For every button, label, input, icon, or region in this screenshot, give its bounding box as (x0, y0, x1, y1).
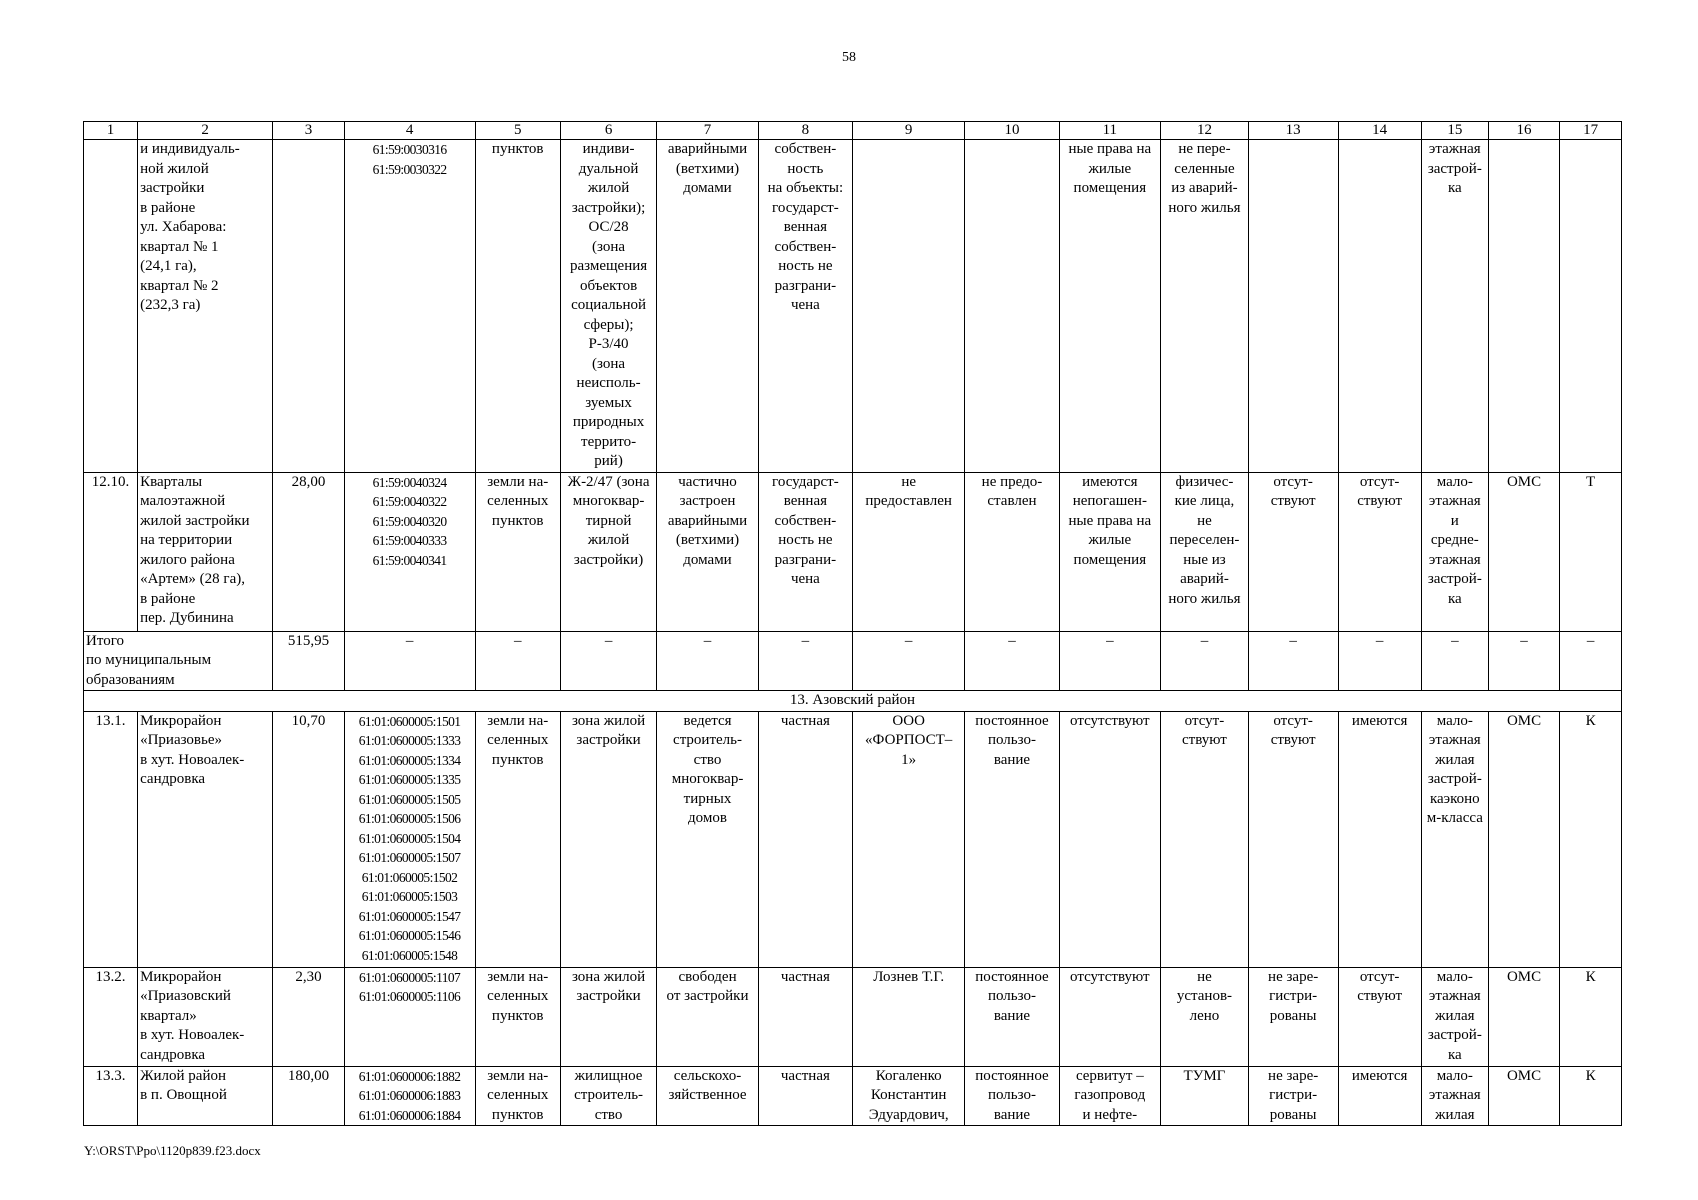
table-cell: мало- этажная жилая (1421, 1066, 1488, 1126)
column-number: 15 (1421, 122, 1488, 140)
table-cell: ОМС (1488, 472, 1559, 631)
table-row (84, 140, 1622, 473)
table-cell: ООО «ФОРПОСТ– 1» (852, 711, 964, 967)
table-cell: отсутствуют (1059, 711, 1161, 967)
table-cell: 180,00 (273, 1066, 344, 1126)
table-cell: Ж-2/47 (зона многоквар- тирной жилой застройки) (560, 472, 656, 631)
table-cell: имеются (1338, 711, 1421, 967)
column-number: 7 (657, 122, 759, 140)
table-cell: частная (758, 967, 852, 1066)
table-cell: отсут- ствуют (1338, 472, 1421, 631)
table-cell: государст- венная собствен- ность не разграни- чена (758, 472, 852, 631)
table-cell: 515,95 (273, 631, 344, 691)
table-cell: постоянное пользо- вание (965, 711, 1059, 967)
table-cell: – (344, 631, 475, 691)
total-label: Итого по муниципальным образованиям (84, 631, 273, 691)
table-cell: физичес- кие лица, не переселен- ные из аварий- ного жилья (1161, 472, 1249, 631)
table-cell: не установ- лено (1161, 967, 1249, 1066)
table-cell: частично застроен аварийными (ветхими) домами (657, 472, 759, 631)
table-cell (1488, 140, 1559, 473)
table-cell: Когаленко Константин Эдуардович, (852, 1066, 964, 1126)
table-cell: ОМС (1488, 1066, 1559, 1126)
table-cell: – (1560, 631, 1622, 691)
table-cell: пунктов (475, 140, 560, 473)
table-cell: – (758, 631, 852, 691)
table-cell: собствен- ность на объекты: государст- венная собствен- ность не разграни- чена (758, 140, 852, 473)
table-cell: не предо- ставлен (965, 472, 1059, 631)
table-cell: мало- этажная и средне- этажная застрой- ка (1421, 472, 1488, 631)
row-number: 13.1. (84, 711, 138, 967)
table-cell: земли на- селенных пунктов (475, 472, 560, 631)
table-cell (852, 140, 964, 473)
table-cell: 61:59:0040324 61:59:0040322 61:59:0040320 61:59:0040333 61:59:0040341 (344, 472, 475, 631)
table-cell: – (1421, 631, 1488, 691)
section-title: 13. Азовский район (84, 691, 1622, 712)
table-cell: 28,00 (273, 472, 344, 631)
table-cell (965, 140, 1059, 473)
table-cell: – (1488, 631, 1559, 691)
table-row (84, 472, 1622, 631)
table-cell (1338, 140, 1421, 473)
table-cell: отсут- ствуют (1248, 711, 1338, 967)
column-number: 17 (1560, 122, 1622, 140)
column-number: 12 (1161, 122, 1249, 140)
table-cell: 2,30 (273, 967, 344, 1066)
column-number: 14 (1338, 122, 1421, 140)
column-number: 8 (758, 122, 852, 140)
table-cell: сельскохо- зяйственное (657, 1066, 759, 1126)
table-cell: – (657, 631, 759, 691)
table-cell: жилищное строитель- ство (560, 1066, 656, 1126)
column-number-row (84, 122, 1622, 140)
column-number: 3 (273, 122, 344, 140)
table-cell: – (560, 631, 656, 691)
column-number: 16 (1488, 122, 1559, 140)
table-cell: Жилой район в п. Овощной (138, 1066, 273, 1126)
table-cell: мало- этажная жилая застрой- каэконо м-класса (1421, 711, 1488, 967)
table-cell: – (475, 631, 560, 691)
table-cell: не предоставлен (852, 472, 964, 631)
table-cell: Т (1560, 472, 1622, 631)
table-cell: ОМС (1488, 711, 1559, 967)
table-cell: этажная застрой- ка (1421, 140, 1488, 473)
column-number: 6 (560, 122, 656, 140)
column-number: 9 (852, 122, 964, 140)
table-row (84, 967, 1622, 1066)
table-cell: постоянное пользо- вание (965, 1066, 1059, 1126)
footer-file-path: Y:\ORST\Ppo\1120p839.f23.docx (84, 1143, 261, 1158)
data-table (83, 121, 1622, 1126)
table-cell: – (1161, 631, 1249, 691)
table-row (84, 1066, 1622, 1126)
table-cell: Лознев Т.Г. (852, 967, 964, 1066)
table-cell (1560, 140, 1622, 473)
table-cell: – (1338, 631, 1421, 691)
table-cell: ные права на жилые помещения (1059, 140, 1161, 473)
column-number: 4 (344, 122, 475, 140)
table-cell: Кварталы малоэтажной жилой застройки на территории жилого района «Артем» (28 га), в районе пер. Дубинина (138, 472, 273, 631)
table-cell: частная (758, 1066, 852, 1126)
column-number: 5 (475, 122, 560, 140)
table-cell: земли на- селенных пунктов (475, 1066, 560, 1126)
table-cell: 61:01:0600006:1882 61:01:0600006:1883 61:01:0600006:1884 (344, 1066, 475, 1126)
table-row (84, 631, 1622, 691)
column-number: 10 (965, 122, 1059, 140)
row-number (84, 140, 138, 473)
table-cell: ТУМГ (1161, 1066, 1249, 1126)
table-cell: не заре- гистри- рованы (1248, 967, 1338, 1066)
table-cell: 61:59:0030316 61:59:0030322 (344, 140, 475, 473)
table-cell: отсут- ствуют (1161, 711, 1249, 967)
table-cell (1248, 140, 1338, 473)
section-header-row (84, 691, 1622, 712)
table-cell: земли на- селенных пунктов (475, 967, 560, 1066)
table-cell: отсут- ствуют (1248, 472, 1338, 631)
table-cell: 61:01:0600005:1501 61:01:0600005:1333 61:01:0600005:1334 61:01:0600005:1335 61:01:0600005:1505 61:01:0600005:1506 61:01:0600005:1504 61:01:0600005:1507 61:01:060005:1502 61:01:060005:1503 61:01:0600005:1547 61:01:0600005:1546 61:01:060005:1548 (344, 711, 475, 967)
table-cell: зона жилой застройки (560, 967, 656, 1066)
table-cell: 61:01:0600005:1107 61:01:0600005:1106 (344, 967, 475, 1066)
table-cell: Микрорайон «Приазовье» в хут. Новоалек- сандровка (138, 711, 273, 967)
table-row (84, 711, 1622, 967)
table-cell: К (1560, 711, 1622, 967)
table-cell: ОМС (1488, 967, 1559, 1066)
table-cell: не пере- селенные из аварий- ного жилья (1161, 140, 1249, 473)
column-number: 13 (1248, 122, 1338, 140)
table-cell: – (965, 631, 1059, 691)
table-cell: мало- этажная жилая застрой- ка (1421, 967, 1488, 1066)
table-cell: отсут- ствуют (1338, 967, 1421, 1066)
table-cell: – (852, 631, 964, 691)
table-cell: свободен от застройки (657, 967, 759, 1066)
table-cell: – (1248, 631, 1338, 691)
table-cell: индиви- дуальной жилой застройки); ОС/28 (зона размещения объектов социальной сферы); Р-3/40 (зона неисполь- зуемых природных террито- рий) (560, 140, 656, 473)
table-cell: ведется строитель- ство многоквар- тирных домов (657, 711, 759, 967)
column-number: 1 (84, 122, 138, 140)
table-cell: – (1059, 631, 1161, 691)
row-number: 12.10. (84, 472, 138, 631)
table-cell: не заре- гистри- рованы (1248, 1066, 1338, 1126)
table-cell: отсутствуют (1059, 967, 1161, 1066)
table-cell: зона жилой застройки (560, 711, 656, 967)
column-number: 11 (1059, 122, 1161, 140)
table-cell: К (1560, 967, 1622, 1066)
page-number: 58 (842, 50, 856, 65)
table-cell: и индивидуаль- ной жилой застройки в районе ул. Хабарова: квартал № 1 (24,1 га), квартал № 2 (232,3 га) (138, 140, 273, 473)
table-cell: земли на- селенных пунктов (475, 711, 560, 967)
table-cell: имеются (1338, 1066, 1421, 1126)
row-number: 13.3. (84, 1066, 138, 1126)
table-cell: К (1560, 1066, 1622, 1126)
table-cell: Микрорайон «Приазовский квартал» в хут. Новоалек- сандровка (138, 967, 273, 1066)
column-number: 2 (138, 122, 273, 140)
table-cell: аварийными (ветхими) домами (657, 140, 759, 473)
table-cell: имеются непогашен- ные права на жилые помещения (1059, 472, 1161, 631)
table-cell: частная (758, 711, 852, 967)
table-cell: 10,70 (273, 711, 344, 967)
row-number: 13.2. (84, 967, 138, 1066)
table-cell (273, 140, 344, 473)
table-cell: постоянное пользо- вание (965, 967, 1059, 1066)
table-cell: сервитут – газопровод и нефте- (1059, 1066, 1161, 1126)
